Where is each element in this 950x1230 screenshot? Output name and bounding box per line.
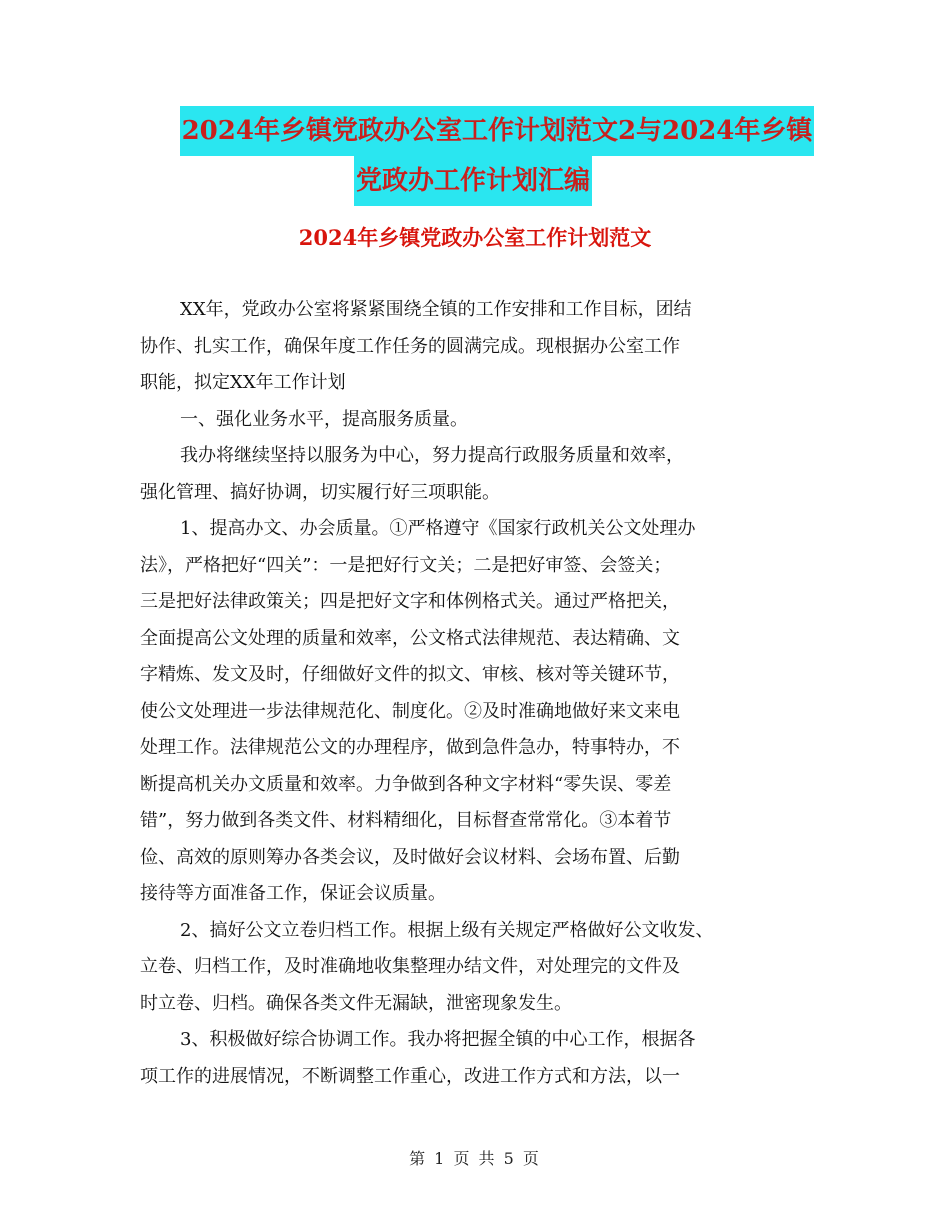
document-title — [0, 106, 950, 206]
paragraph-line: 法》，严格把好“四关”：一是把好行文关；二是把好审签、会签关； — [140, 554, 672, 576]
paragraph-line: 三是把好法律政策关；四是把好文字和体例格式关。通过严格把关， — [140, 591, 680, 612]
paragraph-line: 强化管理、搞好协调，切实履行好三项职能。 — [140, 481, 500, 503]
title-line-2: 党政办工作计划汇编 — [354, 156, 592, 206]
paragraph-line: 断提高机关办文质量和效率。力争做到各种文字材料“零失误、零差 — [140, 773, 672, 795]
paragraph-line: 立卷、归档工作，及时准确地收集整理办结文件，对处理完的文件及 — [140, 956, 680, 977]
paragraph-line: 3、积极做好综合协调工作。我办将把握全镇的中心工作，根据各 — [180, 1029, 696, 1050]
paragraph-line: 我办将继续坚持以服务为中心，努力提高行政服务质量和效率， — [180, 445, 684, 466]
paragraph-line: 项工作的进展情况，不断调整工作重心，改进工作方式和方法，以一 — [140, 1065, 680, 1087]
paragraph-line: 使公文处理进一步法律规范化、制度化。②及时准确地做好来文来电 — [140, 700, 680, 722]
section-heading: 2024年乡镇党政办公室工作计划范文 — [298, 225, 652, 250]
paragraph-line: XX年，党政办公室将紧紧围绕全镇的工作安排和工作目标，团结 — [180, 299, 692, 320]
paragraph-line: 接待等方面准备工作，保证会议质量。 — [140, 883, 446, 904]
paragraph-line: 全面提高公文处理的质量和效率，公文格式法律规范、表达精确、文 — [140, 627, 680, 649]
title-line-1: 2024年乡镇党政办公室工作计划范文2与2024年乡镇 — [180, 106, 815, 156]
paragraph-line: 错”，努力做到各类文件、材料精细化，目标督查常常化。③本着节 — [140, 810, 672, 831]
paragraph-line: 俭、高效的原则筹办各类会议，及时做好会议材料、会场布置、后勤 — [140, 846, 680, 868]
paragraph-line: 时立卷、归档。确保各类文件无漏缺，泄密现象发生。 — [140, 992, 572, 1014]
paragraph-line: 处理工作。法律规范公文的办理程序，做到急件急办，特事特办，不 — [140, 737, 680, 758]
document-body — [140, 292, 808, 1095]
paragraph-line: 协作、扎实工作，确保年度工作任务的圆满完成。现根据办公室工作 — [140, 335, 680, 357]
paragraph-line: 字精炼、发文及时，仔细做好文件的拟文、审核、核对等关键环节， — [140, 664, 680, 685]
paragraph-line: 职能，拟定XX年工作计划 — [140, 372, 346, 393]
page-footer: 第 1 页 共 5 页 — [409, 1149, 541, 1168]
paragraph-line: 1、提高办文、办会质量。①严格遵守《国家行政机关公文处理办 — [180, 518, 696, 539]
paragraph-line: 一、强化业务水平，提高服务质量。 — [180, 408, 468, 430]
paragraph-line: 2、搞好公文立卷归档工作。根据上级有关规定严格做好公文收发、 — [180, 919, 714, 941]
